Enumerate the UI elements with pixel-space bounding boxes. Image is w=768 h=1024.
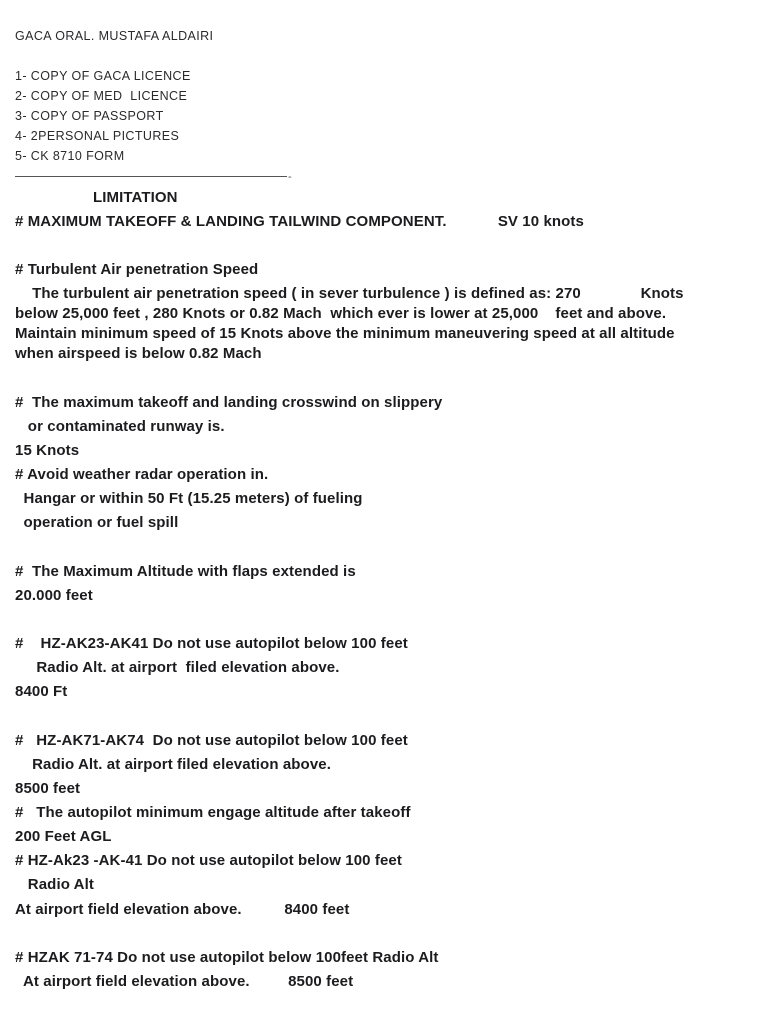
limitation-line: Radio Alt: [15, 876, 94, 893]
limitation-line: 15 Knots: [15, 442, 80, 459]
limitation-line: # HZ-AK71-AK74 Do not use autopilot below 100 feet: [15, 732, 408, 749]
limitation-line: # MAXIMUM TAKEOFF & LANDING TAILWIND COMPONENT. SV 10 knots: [15, 213, 584, 230]
divider-line: [15, 176, 287, 177]
limitation-line: # HZ-AK23-AK41 Do not use autopilot below 100 feet: [15, 635, 408, 652]
checklist-item: 2- COPY OF MED LICENCE: [15, 89, 188, 103]
limitation-line: Hangar or within 50 Ft (15.25 meters) of fueling: [15, 490, 363, 507]
checklist-item: 5- CK 8710 FORM: [15, 149, 125, 163]
document-header: GACA ORAL. MUSTAFA ALDAIRI: [15, 29, 214, 43]
limitation-line: # HZ-Ak23 -AK-41 Do not use autopilot below 100 feet: [15, 852, 402, 869]
limitation-line: Radio Alt. at airport filed elevation above.: [15, 659, 340, 676]
checklist-item: 3- COPY OF PASSPORT: [15, 109, 164, 123]
limitation-line: when airspeed is below 0.82 Mach: [15, 345, 262, 362]
limitation-line: At airport field elevation above. 8400 feet: [15, 901, 350, 918]
limitation-line: below 25,000 feet , 280 Knots or 0.82 Mach which ever is lower at 25,000 feet and above.: [15, 305, 667, 322]
divider-tail: -: [288, 171, 292, 183]
limitation-line: Radio Alt. at airport filed elevation above.: [15, 756, 331, 773]
limitation-line: # The autopilot minimum engage altitude after takeoff: [15, 804, 411, 821]
limitation-line: The turbulent air penetration speed ( in sever turbulence ) is defined as: 270 Knots: [15, 285, 684, 302]
checklist-item: 1- COPY OF GACA LICENCE: [15, 69, 191, 83]
limitation-line: operation or fuel spill: [15, 514, 179, 531]
limitation-line: 200 Feet AGL: [15, 828, 112, 845]
limitation-line: # Avoid weather radar operation in.: [15, 466, 269, 483]
limitation-line: 20.000 feet: [15, 587, 93, 604]
limitation-line: 8400 Ft: [15, 683, 68, 700]
limitation-line: # The Maximum Altitude with flaps extended is: [15, 563, 356, 580]
limitation-line: Maintain minimum speed of 15 Knots above the minimum maneuvering speed at all altitude: [15, 325, 675, 342]
limitation-line: # Turbulent Air penetration Speed: [15, 261, 259, 278]
limitation-line: or contaminated runway is.: [15, 418, 225, 435]
limitation-line: 8500 feet: [15, 780, 81, 797]
limitation-line: # The maximum takeoff and landing crosswind on slippery: [15, 394, 443, 411]
limitation-line: At airport field elevation above. 8500 feet: [15, 973, 354, 990]
limitation-line: # HZAK 71-74 Do not use autopilot below 100feet Radio Alt: [15, 949, 439, 966]
checklist-item: 4- 2PERSONAL PICTURES: [15, 129, 180, 143]
section-title: LIMITATION: [93, 189, 178, 206]
